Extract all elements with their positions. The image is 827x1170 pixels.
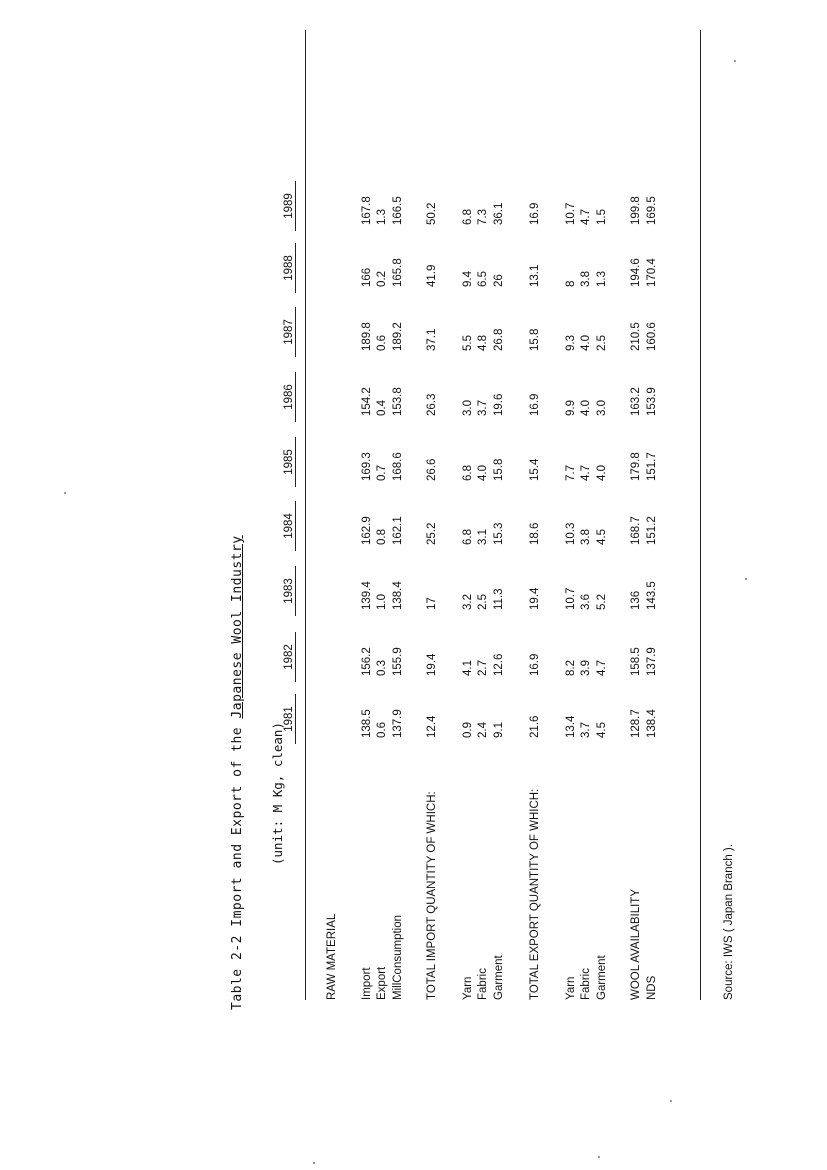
table-cell: 11.3: [493, 588, 505, 610]
year-header: 1983: [283, 566, 296, 616]
table-cell: 138.5: [361, 709, 373, 738]
table-cell: 4.0: [580, 335, 592, 351]
table-cell: 128.7: [630, 709, 642, 738]
year-header: 1984: [283, 501, 296, 551]
scan-speck: [598, 1156, 600, 1158]
table-cell: 151.7: [646, 452, 658, 481]
table-cell: 4.7: [596, 660, 608, 676]
table-cell: 12.6: [493, 653, 505, 676]
row-label: Export: [376, 966, 388, 1000]
table-cell: 4.8: [477, 335, 489, 351]
table-cell: 9.4: [462, 271, 474, 287]
year-header: 1986: [283, 372, 296, 422]
scan-speck: [745, 578, 747, 580]
table-cell: 19.6: [493, 393, 505, 416]
table-cell: 0.4: [376, 400, 388, 416]
table-cell: 13.1: [529, 264, 541, 287]
table-cell: 3.9: [580, 660, 592, 676]
table-cell: 169.5: [646, 196, 658, 225]
table-cell: 153.9: [646, 387, 658, 416]
table-cell: 137.9: [392, 709, 404, 738]
row-label: Fabric: [477, 968, 489, 1000]
table-cell: 0.6: [376, 335, 388, 351]
table-cell: 6.8: [462, 529, 474, 545]
table-cell: 0.8: [376, 529, 388, 545]
table-cell: 1.0: [376, 594, 388, 610]
unit-label: (unit: M Kg, clean): [270, 722, 285, 865]
scan-speck: [313, 1162, 315, 1164]
row-label: MillConsumption: [392, 914, 404, 1000]
table-cell: 151.2: [646, 516, 658, 545]
table-cell: 5.5: [462, 335, 474, 351]
table-cell: 154.2: [361, 387, 373, 416]
table-cell: 168.7: [630, 516, 642, 545]
row-label: Garment: [596, 955, 608, 1000]
row-label: Import: [361, 967, 373, 1000]
table-cell: 4.0: [580, 400, 592, 416]
table-cell: 8.2: [565, 660, 577, 676]
table-cell: 10.3: [565, 522, 577, 545]
table-cell: 1.5: [596, 209, 608, 225]
row-label: Fabric: [580, 968, 592, 1000]
table-cell: 2.5: [477, 594, 489, 610]
table-cell: 189.8: [361, 322, 373, 351]
table-cell: 6.8: [462, 209, 474, 225]
table-cell: 158.5: [630, 647, 642, 676]
table-cell: 15.4: [529, 458, 541, 481]
row-label: WOOL AVAILABILITY: [630, 889, 642, 1000]
bottom-rule: [700, 30, 701, 1000]
table-cell: 165.8: [392, 258, 404, 287]
table-cell: 7.7: [565, 465, 577, 481]
table-cell: 179.8: [630, 452, 642, 481]
table-cell: 138.4: [646, 709, 658, 738]
table-cell: 3.1: [477, 529, 489, 545]
table-cell: 155.9: [392, 647, 404, 676]
table-cell: 143.5: [646, 581, 658, 610]
table-cell: 3.0: [462, 400, 474, 416]
table-cell: 4.5: [596, 722, 608, 738]
table-cell: 1.3: [596, 271, 608, 287]
row-label: NDS: [646, 975, 658, 1000]
table-cell: 19.4: [426, 653, 438, 676]
row-label: TOTAL EXPORT QUANTITY OF WHICH:: [529, 788, 541, 1000]
table-cell: 25.2: [426, 522, 438, 545]
table-cell: 4.7: [580, 209, 592, 225]
source-note: Source: IWS ( Japan Branch ).: [723, 844, 735, 1000]
table-cell: 3.7: [580, 722, 592, 738]
table-cell: 13.4: [565, 715, 577, 738]
table-cell: 7.3: [477, 209, 489, 225]
table-cell: 4.0: [596, 465, 608, 481]
table-cell: 36.1: [493, 202, 505, 225]
year-header: 1987: [283, 307, 296, 357]
year-header: 1988: [283, 243, 296, 293]
table-cell: 19.4: [529, 587, 541, 610]
table-cell: 166: [361, 267, 373, 287]
table-cell: 4.0: [477, 465, 489, 481]
table-cell: 139.4: [361, 581, 373, 610]
table-cell: 8: [565, 280, 577, 287]
table-cell: 26.6: [426, 458, 438, 481]
title-prefix: Table 2-2 Import and Export of the: [230, 718, 245, 1010]
table-cell: 1.3: [376, 209, 388, 225]
row-label: RAW MATERIAL: [326, 913, 338, 1000]
table-cell: 15.8: [529, 328, 541, 351]
scan-speck: [734, 60, 736, 62]
table-cell: 156.2: [361, 647, 373, 676]
year-header: 1981: [283, 694, 296, 744]
table-cell: 3.7: [477, 400, 489, 416]
table-cell: 4.1: [462, 660, 474, 676]
table-cell: 163.2: [630, 387, 642, 416]
table-cell: 3.2: [462, 594, 474, 610]
table-cell: 15.8: [493, 458, 505, 481]
table-cell: 0.7: [376, 465, 388, 481]
table-cell: 162.1: [392, 516, 404, 545]
table-cell: 160.6: [646, 322, 658, 351]
table-cell: 5.2: [596, 594, 608, 610]
table-cell: 4.7: [580, 465, 592, 481]
table-cell: 17: [426, 597, 438, 610]
table-cell: 199.8: [630, 196, 642, 225]
table-cell: 136: [630, 590, 642, 610]
scan-speck: [670, 1100, 672, 1102]
table-cell: 4.5: [596, 529, 608, 545]
top-rule: [305, 30, 306, 1000]
table-cell: 9.3: [565, 335, 577, 351]
year-header: 1989: [283, 181, 296, 231]
table-cell: 3.8: [580, 271, 592, 287]
table-cell: 12.4: [426, 715, 438, 738]
table-title: [230, 535, 245, 1010]
table-cell: 0.3: [376, 660, 388, 676]
table-cell: 2.7: [477, 660, 489, 676]
year-header: 1982: [283, 632, 296, 682]
table-cell: 16.9: [529, 653, 541, 676]
table-cell: 10.7: [565, 587, 577, 610]
table-cell: 3.0: [596, 400, 608, 416]
table-cell: 16.9: [529, 202, 541, 225]
row-label: TOTAL IMPORT QUANTITY OF WHICH:: [426, 791, 438, 1000]
table-cell: 0.6: [376, 722, 388, 738]
table-cell: 26: [493, 274, 505, 287]
table-cell: 9.1: [493, 722, 505, 738]
table-cell: 153.8: [392, 387, 404, 416]
table-cell: 194.6: [630, 258, 642, 287]
table-cell: 210.5: [630, 322, 642, 351]
table-cell: 3.8: [580, 529, 592, 545]
table-cell: 41.9: [426, 264, 438, 287]
table-cell: 9.9: [565, 400, 577, 416]
table-cell: 138.4: [392, 581, 404, 610]
table-cell: 162.9: [361, 516, 373, 545]
table-cell: 16.9: [529, 393, 541, 416]
table-cell: 2.4: [477, 722, 489, 738]
scan-speck: [64, 492, 66, 494]
table-cell: 10.7: [565, 202, 577, 225]
table-cell: 26.8: [493, 328, 505, 351]
table-cell: 6.8: [462, 465, 474, 481]
year-header: 1985: [283, 437, 296, 487]
table-cell: 0.9: [462, 722, 474, 738]
table-cell: 137.9: [646, 647, 658, 676]
table-cell: 169.3: [361, 452, 373, 481]
table-cell: 26.3: [426, 393, 438, 416]
table-cell: 167.8: [361, 196, 373, 225]
table-cell: 2.5: [596, 335, 608, 351]
table-cell: 37.1: [426, 328, 438, 351]
table-cell: 168.6: [392, 452, 404, 481]
title-underlined: Japanese Wool Industry: [230, 535, 245, 719]
table-cell: 21.6: [529, 715, 541, 738]
table-cell: 166.5: [392, 196, 404, 225]
table-cell: 3.6: [580, 594, 592, 610]
row-label: Garment: [493, 955, 505, 1000]
table-cell: 18.6: [529, 522, 541, 545]
table-cell: 170.4: [646, 258, 658, 287]
table-cell: 50.2: [426, 202, 438, 225]
table-cell: 6.5: [477, 271, 489, 287]
table-cell: 0.2: [376, 271, 388, 287]
row-label: Yarn: [565, 976, 577, 1000]
table-cell: 189.2: [392, 322, 404, 351]
row-label: Yarn: [462, 976, 474, 1000]
table-cell: 15.3: [493, 522, 505, 545]
